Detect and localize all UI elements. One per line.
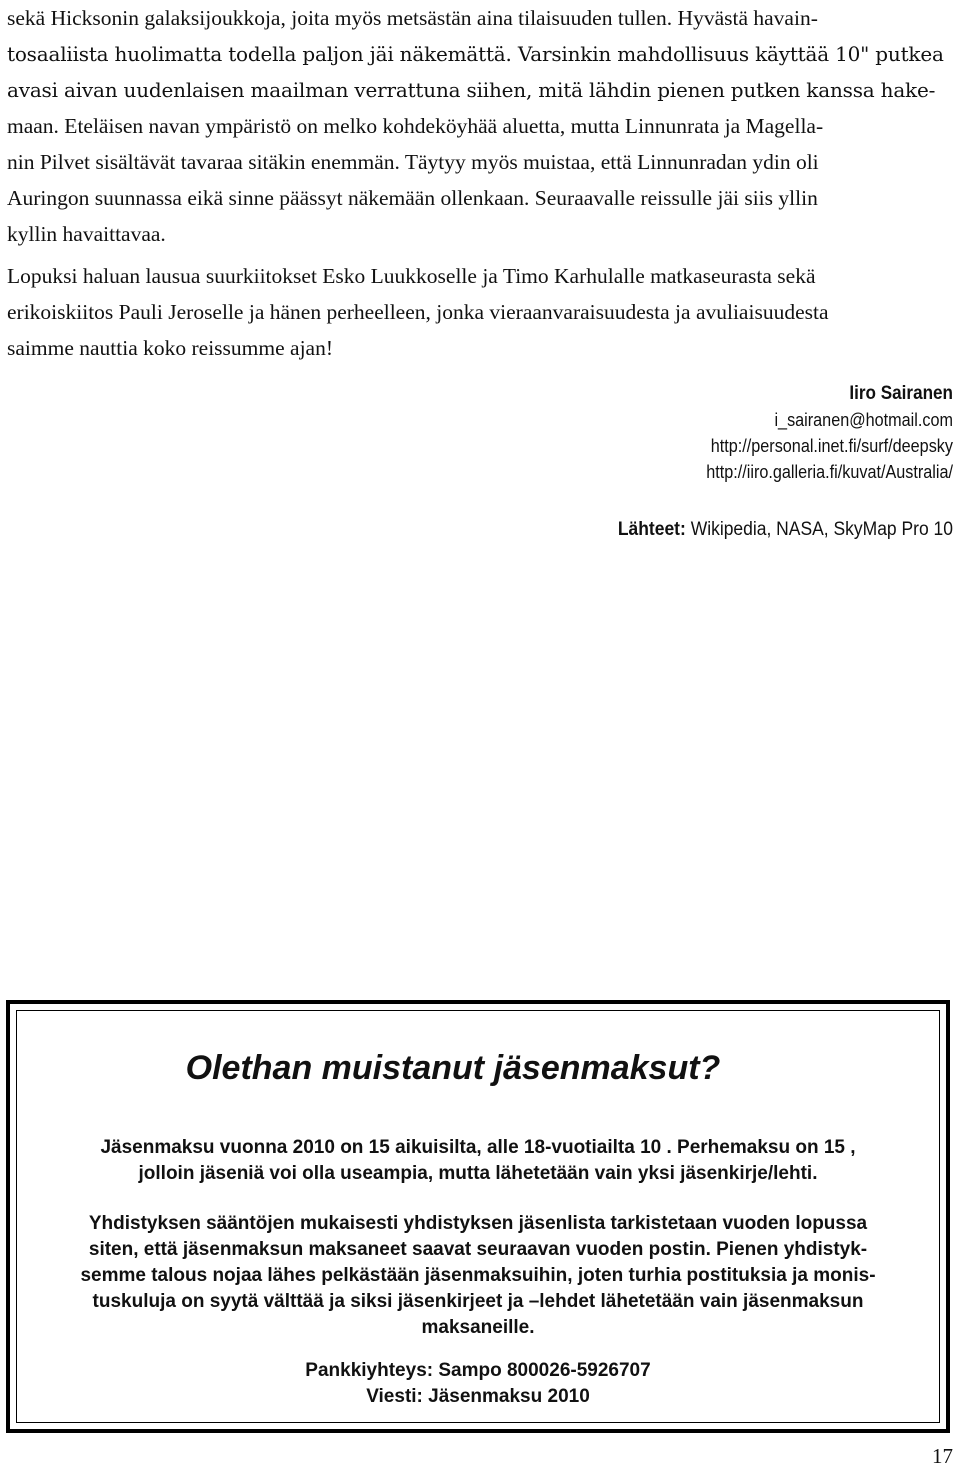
page-number: 17 — [932, 1444, 953, 1468]
notice-rules-text — [10, 1211, 946, 1341]
text-line: jolloin jäseniä voi olla useampia, mutta lähetetään vain yksi jäsenkirje/lehti. — [138, 1163, 818, 1184]
text-line: avasi aivan uudenlaisen maailman verrattuna siihen, mitä lähdin pienen putken kanssa hake- — [7, 78, 936, 102]
sources-text: Wikipedia, NASA, SkyMap Pro 10 — [685, 519, 953, 540]
text-line: maan. Eteläisen navan ympäristö on melko kohdeköyhää aluetta, mutta Linnunrata ja Magella- — [7, 114, 824, 138]
sources-label: Lähteet: — [617, 519, 686, 540]
text-line: Yhdistyksen sääntöjen mukaisesti yhdistyksen jäsenlista tarkistetaan vuoden lopussa — [88, 1213, 868, 1234]
text-line: Auringon suunnassa eikä sinne päässyt näkemään ollenkaan. Seuraavalle reissulle jäi siis yllin — [7, 186, 818, 210]
sources-line — [309, 516, 953, 544]
author-url-2[interactable]: http://iiro.galleria.fi/kuvat/Australia/ — [706, 462, 953, 482]
text-line: siten, että jäsenmaksun maksaneet saavat seuraavan vuoden postin. Pienen yhdistyk- — [88, 1239, 868, 1260]
notice-bank-text — [10, 1358, 946, 1410]
text-line: tuskuluja on syytä välttää ja siksi jäsenkirjeet ja –lehdet lähetetään vain jäsenmaksun — [92, 1291, 864, 1312]
membership-notice-box — [6, 1000, 950, 1433]
notice-title: Olethan muistanut jäsenmaksut? — [185, 1049, 721, 1087]
author-url-1[interactable]: http://personal.inet.fi/surf/deepsky — [710, 436, 953, 456]
text-line: sekä Hicksonin galaksijoukkoja, joita myös metsästän aina tilaisuuden tullen. Hyvästä havain- — [7, 6, 818, 30]
article-paragraph-1 — [7, 0, 954, 252]
text-line: maksaneille. — [421, 1317, 535, 1338]
text-line: Lopuksi haluan lausua suurkiitokset Esko Luukkoselle ja Timo Karhulalle matkaseurasta sekä — [7, 264, 816, 288]
bank-account: Pankkiyhteys: Sampo 800026-5926707 — [305, 1360, 651, 1381]
payment-message: Viesti: Jäsenmaksu 2010 — [366, 1386, 590, 1407]
text-line: nin Pilvet sisältävät tavaraa sitäkin enemmän. Täytyy myös muistaa, että Linnunradan ydin oli — [7, 150, 819, 174]
notice-fee-text — [10, 1135, 946, 1187]
text-line: tosaaliista huolimatta todella paljon jäi näkemättä. Varsinkin mahdollisuus käyttää 10" putkea — [7, 42, 944, 66]
text-line: Jäsenmaksu vuonna 2010 on 15 aikuisilta, alle 18-vuotiailta 10 . Perhemaksu on 15 , — [100, 1137, 856, 1158]
author-email[interactable]: i_sairanen@hotmail.com — [774, 410, 953, 430]
text-line: kyllin havaittavaa. — [7, 222, 166, 246]
text-line: erikoiskiitos Pauli Jeroselle ja hänen perheelleen, jonka vieraanvaraisuudesta ja avuliaisuudesta — [7, 300, 829, 324]
article-paragraph-2 — [7, 258, 954, 366]
text-line: saimme nauttia koko reissumme ajan! — [7, 336, 333, 360]
author-signature — [453, 381, 953, 485]
text-line: semme talous nojaa lähes pelkästään jäsenmaksuihin, joten turhia postituksia ja monis- — [80, 1265, 876, 1286]
author-name: Iiro Sairanen — [849, 383, 953, 404]
